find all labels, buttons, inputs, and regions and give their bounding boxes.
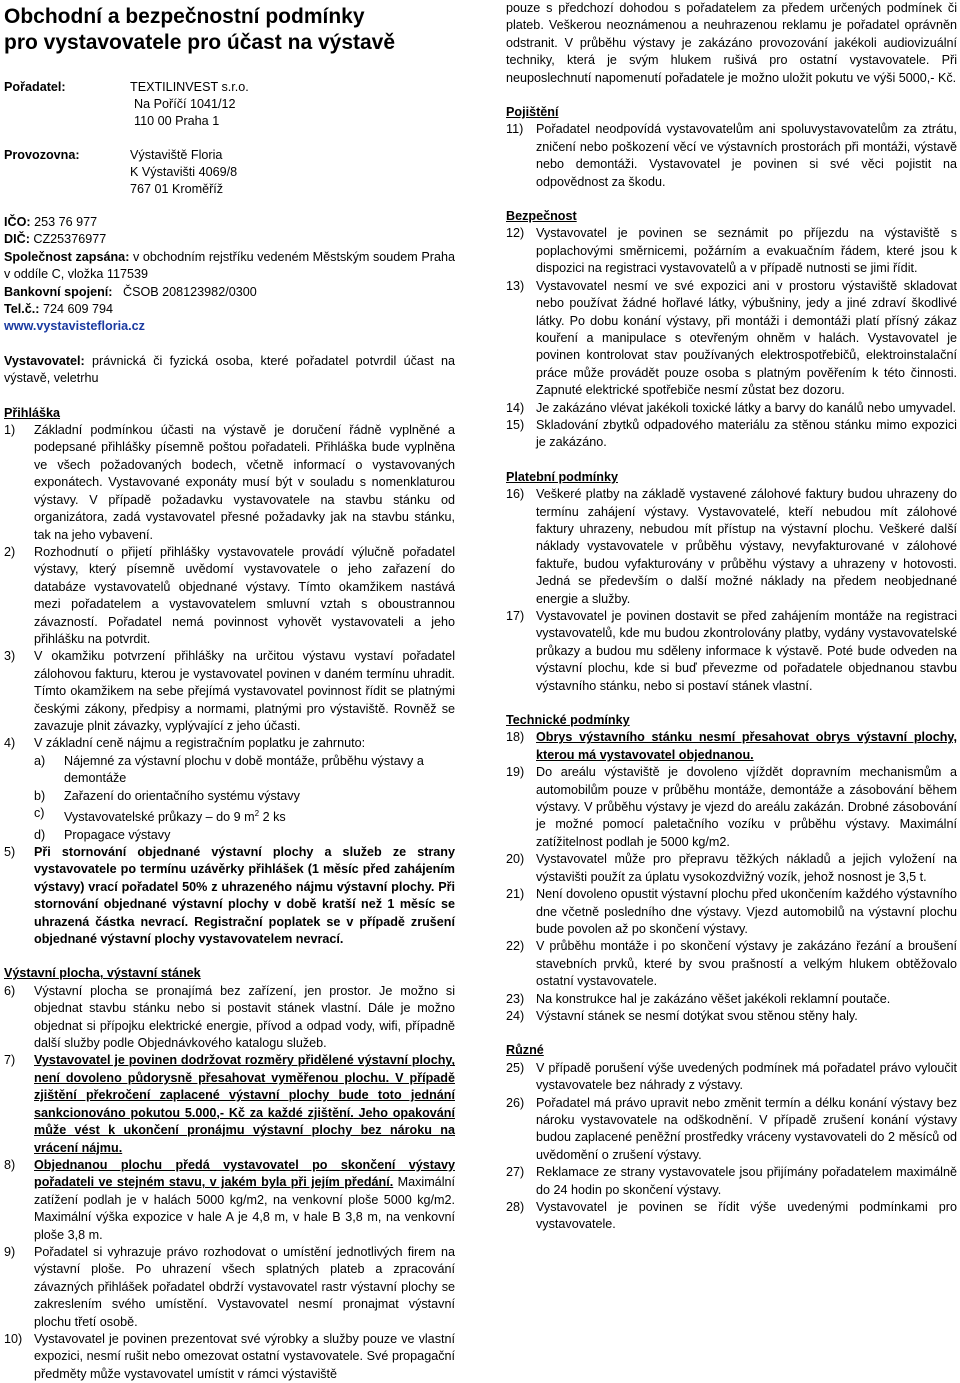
- term-text: Vystavovatel je povinen se řídit výše uvedenými podmínkami pro vystavovatele.: [536, 1200, 957, 1232]
- page-title: [4, 4, 455, 56]
- term-text: Na konstrukce hal je zakázáno věšet jakékoli reklamní poutače.: [536, 991, 891, 1006]
- term-number: 10): [4, 1331, 23, 1346]
- term-text: V případě porušení výše uvedených podmínek má pořadatel právo vyloučit vystavovatele bez náhrady z výstavy.: [536, 1060, 957, 1093]
- term-item: [4, 844, 455, 948]
- sub-item-letter: c): [34, 806, 45, 820]
- term-item: [506, 278, 957, 400]
- registration-value: v obchodním rejstříku vedeném Městským soudem Praha v oddíle C, vložka 117539: [4, 249, 455, 282]
- term-item: [506, 417, 957, 452]
- left-column: [4, 0, 455, 1383]
- sub-item-tail: 2 ks: [259, 810, 286, 825]
- term-item: [4, 422, 455, 544]
- term-text: Reklamace ze strany vystavovatele jsou přijímány pořadatelem maximálně do 24 hodin po skončení výstavy.: [536, 1165, 957, 1197]
- exhibitor-definition: [4, 353, 455, 388]
- term-item: [506, 1060, 957, 1095]
- term-text: Pořadatel má právo upravit nebo změnit termín a délku konání výstavy bez nároku vystavovatele na odškodnění. V případě zrušení konání výstavy budou zaplacené peněžní prostředky vráceny vystavovateli do 2 měsíců od uvědomění o zrušení výstavy.: [536, 1095, 957, 1162]
- term-text: V okamžiku potvrzení přihlášky na určitou výstavu vystaví pořadatel zálohovou fakturu, kterou je vystavovatel povinen v daném termínu uhradit. Tímto okamžikem na sebe přejímá vystavovatel povinnost řídit se platnými českými zákony, předpisy a normami, platnými pro výstaviště. Rovněž se zavazuje plnit závazky, vyplývající z jeho účasti.: [34, 649, 455, 733]
- operator-city: 767 01 Kroměříž: [130, 182, 224, 196]
- term-item: [4, 1244, 455, 1331]
- term-text: Výstavní stánek se nesmí dotýkat svou stěnou stěny haly.: [536, 1008, 858, 1023]
- organizer-city: 110 00 Praha 1: [134, 114, 220, 128]
- section-heading-pojisteni: Pojištění: [506, 105, 559, 120]
- exhibitor-value: právnická či fyzická osoba, které pořadatel potvrdil účast na výstavě, veletrhu: [4, 353, 455, 386]
- term-number: 1): [4, 423, 16, 438]
- term-item: [4, 735, 455, 752]
- term-number: 12): [506, 226, 525, 241]
- term-text: Vystavovatel nesmí ve své expozici ani v prostoru výstaviště skladovat nebo používat žádné hořlavé látky, výbušniny, jedy a jiné zdraví škodlivé látky. Po dobu konání výstavy, při montáži i demontáži platí přísný zákaz kouření a manipulace s otevřeným ohněm v halách. Vystavovatel je povinen kontrolovat stav používaných elektrospotřebičů, elektroinstalační práce může provádět pouze osoba s platným pověřením k této činnosti. Zapnuté elektrické spotřebiče nesmí zůstat bez dozoru.: [536, 278, 957, 398]
- section-heading-platby: Platební podmínky: [506, 469, 618, 484]
- term-text-emphasis: Vystavovatel je povinen dodržovat rozměry přidělené výstavní plochy, není dovoleno půdorysně přesahovat vyměřenou plochu.: [34, 1053, 455, 1085]
- term-number: 20): [506, 852, 525, 867]
- term-item: [506, 1095, 957, 1165]
- sub-item-text: Vystavovatelské průkazy – do 9 m: [64, 810, 255, 825]
- term-number: 7): [4, 1053, 16, 1068]
- operator-street: K Výstavišti 4069/8: [130, 165, 238, 179]
- sub-item-text: Propagace výstavy: [64, 827, 171, 842]
- sub-item-superscript: 2: [254, 809, 260, 818]
- term-item: [506, 886, 957, 938]
- term-item: [506, 938, 957, 990]
- term-item: [506, 400, 957, 417]
- sub-item-letter: a): [34, 753, 46, 768]
- term-text: Základní podmínkou účasti na výstavě je doručení řádně vyplněné a podepsané přihlášky písemně poštou pořadateli. Přihláška bude vyplněna ve všech požadovaných bodech, včetně informací o vystavovaných exponátech. Vystavované exponáty musí být v souladu s nomenklaturou výstavy. V případě požadavku vystavovatele na stavbu stánku od organizátora, zadá vystavovatel přesné požadavky jak na stavbu stánku, tak na jeho vybavení.: [34, 423, 455, 542]
- exhibitor-label: Vystavovatel:: [4, 353, 85, 368]
- section-heading-prihlaska: Přihláška: [4, 405, 61, 420]
- term-number: 19): [506, 765, 525, 780]
- term-text: Vystavovatel je povinen se seznámit po příjezdu na výstaviště s poplachovými směrnicemi, požárním a evakuačním řádem, které jsou k dispozici na registraci vystavovatelů a v případě nutnosti se jimi řídit.: [536, 226, 957, 276]
- term-item: [506, 121, 957, 191]
- sub-item-text: Zařazení do orientačního systému výstavy: [64, 788, 300, 803]
- term-number: 26): [506, 1095, 525, 1110]
- page-title-line1: Obchodní a bezpečnostní podmínky: [4, 5, 365, 28]
- section-heading-bezpecnost: Bezpečnost: [506, 209, 577, 224]
- bank-label: Bankovní spojení:: [4, 284, 113, 299]
- term-number: 4): [4, 736, 16, 751]
- term-number: 5): [4, 845, 16, 859]
- term-number: 13): [506, 278, 525, 293]
- ico-value: 253 76 977: [34, 215, 98, 229]
- term-item: [506, 991, 957, 1008]
- term-item: [4, 983, 455, 1053]
- page-title-line2: pro vystavovatele pro účast na výstavě: [4, 31, 396, 54]
- term-number: 22): [506, 939, 525, 954]
- term-item: [4, 1157, 455, 1244]
- term-item: [506, 486, 957, 608]
- term-text: Skladování zbytků odpadového materiálu za stěnou stánku mimo expozici je zakázáno.: [536, 417, 957, 450]
- operator-block: [4, 147, 455, 198]
- term-item: [506, 764, 957, 851]
- term-text: Je zakázáno vlévat jakékoli toxické látky a barvy do kanálů nebo umyvadel.: [536, 400, 957, 415]
- term-number: 11): [506, 122, 524, 137]
- ico-label: IČO:: [4, 215, 31, 229]
- term-number: 16): [506, 487, 525, 502]
- term-text: V základní ceně nájmu a registračním poplatku je zahrnuto:: [34, 736, 366, 751]
- term-number: 2): [4, 544, 16, 559]
- sub-item: [34, 753, 455, 788]
- term-text-emphasis: Obrys výstavního stánku nesmí přesahovat obrys výstavní plochy, kterou má vystavovatel objednanou.: [536, 730, 957, 762]
- website-link[interactable]: www.vystavistefloria.cz: [4, 319, 145, 334]
- organizer-street: Na Poříčí 1041/12: [134, 97, 236, 111]
- registration-label: Společnost zapsána:: [4, 249, 130, 264]
- term-number: 14): [506, 400, 525, 415]
- term-item: [4, 648, 455, 735]
- term-text: Vystavovatel je povinen prezentovat své výrobky a služby pouze ve vlastní expozici, nesmí rušit nebo omezovat ostatní vystavovatele. Své propagační předměty může vystavovatel umístit v rámci výstaviště: [34, 1331, 455, 1381]
- term-text: Pořadatel si vyhrazuje právo rozhodovat o umístění jednotlivých firem na výstavní ploše. Po uhrazení všech splatných plateb a zpracování závazných přihlášek pořadatel obdrží vystavovatel rastr výstavní plochy se zakreslením svého umístění. Vystavovatel nesmí pronajmat výstavní plochu třetí osobě.: [34, 1244, 455, 1329]
- term-item: [506, 851, 957, 886]
- term-number: 6): [4, 983, 16, 998]
- organizer-label: Pořadatel:: [4, 80, 66, 94]
- term-number: 17): [506, 609, 525, 623]
- term-number: 27): [506, 1165, 525, 1180]
- term-text: Maximální zatížení podlah je v halách 5000 kg/m2, na venkovní ploše 5000 kg/m2. Maximální výška expozice v hale A je 4,8 m, v hale B 3,8 m, na venkovní ploše 3,8 m.: [34, 1175, 455, 1242]
- tel-label: Tel.č.:: [4, 302, 40, 317]
- sub-item: [34, 827, 455, 844]
- term-text: Veškeré platby na základě vystavené zálohové faktury budou uhrazeny do termínu zahájení výstavy. Vystavovatelé, kteří nebudou mít zálohové faktury uhrazeny, nebudou mít přístup na výstavní plochu. Veškeré další náklady vystavovatele v průběhu výstavy, nevyfakturované v zálohové faktuře, budou vyfakturovány v průběhu výstavy a uhrazeny v hotovosti. Jedná se především o další možné náklady na předem neobjednané energie a služby.: [536, 487, 957, 606]
- term-number: 9): [4, 1244, 16, 1259]
- dic-value: CZ25376977: [33, 232, 107, 247]
- term-number: 18): [506, 730, 525, 745]
- tel-value: 724 609 794: [42, 302, 114, 317]
- section-heading-technicke: Technické podmínky: [506, 713, 630, 728]
- term-text-emphasis: V případě zjištění překročení zaplacené výstavní plochy bude toto jednání sankcionováno pokutou 5.000,- Kč za každé zjištění.: [34, 1070, 455, 1120]
- term-text: V průběhu montáže i po skončení výstavy je zakázáno řezání a broušení stavebních prvků, které by svou prašností a velkým hlukem obtěžovalo ostatní vystavovatele.: [536, 939, 957, 989]
- term-text: Vystavovatel je povinen dostavit se před zahájením montáže na registraci vystavovatelů, kde mu budou zkontrolovány platby, vydány vystavovatelské průkazy a budou mu sděleny informace k výstavě. Poté bude odveden na výstavní plochu, kde si buď převezme od pořadatele objednanou stavbu výstavního stánku, nebo si postaví stánek vlastní.: [536, 609, 957, 693]
- sub-item-text: Nájemné za výstavní plochu v době montáže, průběhu výstavy a demontáže: [64, 753, 424, 786]
- sub-item-letter: b): [34, 788, 46, 803]
- term-number: 25): [506, 1060, 525, 1075]
- term-number: 23): [506, 991, 525, 1006]
- term-text: Rozhodnutí o přijetí přihlášky vystavovatele provádí výlučně pořadatel výstavy, který písemně uvědomí vystavovatele o jeho zařazení do databáze vystavovatelů objednané výstavy. Tímto okamžikem nastává mezi pořadatelem a vystavovatelem smluvní vztah s oboustrannou závazností. Pořadatel nemá povinnost vyhovět vystavovateli a jeho přihlášku na potvrdit.: [34, 544, 455, 646]
- organizer-name: TEXTILINVEST s.r.o.: [130, 80, 249, 94]
- term-number: 8): [4, 1157, 16, 1172]
- term-item: [506, 608, 957, 695]
- sub-item: [34, 788, 455, 805]
- term-item: [4, 544, 455, 648]
- sub-item: [34, 805, 455, 827]
- sub-item-letter: d): [34, 827, 46, 842]
- section-heading-ruzne: Různé: [506, 1043, 544, 1058]
- organizer-block: [4, 79, 455, 130]
- dic-label: DIČ:: [4, 232, 30, 247]
- operator-label: Provozovna:: [4, 148, 80, 162]
- term-text: Není dovoleno opustit výstavní plochu před ukončením každého výstavního dne včetně posledního dne výstavy. Vjezd automobilů na výstavní plochu bude povolen až po skončení výstavy.: [536, 887, 957, 936]
- term-item: [506, 225, 957, 277]
- term-number: 21): [506, 887, 525, 902]
- term-item: [506, 1164, 957, 1199]
- term-number: 28): [506, 1200, 525, 1214]
- term-text-emphasis: Objednanou plochu předá vystavovatel po skončení výstavy pořadateli ve stejném stavu, v jakém byla při jejím předání.: [34, 1157, 455, 1190]
- continuation-paragraph: pouze s předchozí dohodou s pořadatelem za předem určených podmínek či plateb. Veškerou neoznámenou a neuhrazenou reklamu je pořadatel oprávněn odstranit. V průběhu výstavy je zakázáno provozování jakékoli audiovizuální techniky, která je svým hlukem rušivá pro ostatní vystavovatele. Při neuposlechnutí napomenutí pořadatele je možno uložit pokutu ve výši 5000,- Kč.: [506, 1, 957, 85]
- bank-value: ČSOB 208123982/0300: [122, 284, 257, 299]
- term-text: Do areálu výstaviště je dovoleno vjíždět dopravním mechanismům a automobilům pouze v průběhu montáže, demontáže a zásobování během výstavy. V průběhu výstavy je vjezd do areálu zakázán. Drobné zásobování je možné pomocí paletačního vozíku v průběhu výstavy. Maximální zatížitelnost podlah je 5000 kg/m2.: [536, 765, 957, 849]
- operator-name: Výstaviště Floria: [130, 148, 223, 162]
- right-column: [506, 0, 957, 1234]
- term-item: [506, 1199, 957, 1234]
- term-number: 24): [506, 1008, 525, 1023]
- term-text: Vystavovatel může pro přepravu těžkých nákladů a jejich vyložení na výstavišti použít za úplatu vysokozdvižný vozík, jehož nosnost je 3,5 t.: [536, 852, 957, 884]
- term-text-emphasis: Jeho opakování může vést k ukončení pronájmu výstavní plochy bez nároku na vrácení nájmu.: [34, 1105, 455, 1155]
- term-item: [4, 1052, 455, 1156]
- term-text: Pořadatel neodpovídá vystavovatelům ani spoluvystavovatelům za ztrátu, zničení nebo poškození věcí ve výstavních prostorách při montáži, výstavě nebo demontáži. Vystavovatel je povinen si své věci pojistit na odpovědnost za škodu.: [536, 122, 957, 189]
- company-info: [4, 214, 455, 336]
- term-item: [506, 1008, 957, 1025]
- term-number: 3): [4, 649, 16, 664]
- term-text: Při stornování objednané výstavní plochy a služeb ze strany vystavovatele po termínu uzávěrky přihlášek (1 měsíc před zahájením výstavy) vrací pořadatel 50% z uhrazeného nájmu výstavní plochy. Při stornování objednané výstavní plochy v době kratší než 1 měsíc se uhrazená částka nevrací. Registrační poplatek se v případě zrušení objednané výstavní plochy vystavovatelem nevrací.: [34, 845, 455, 947]
- term-item: [506, 729, 957, 764]
- term-number: 15): [506, 417, 525, 432]
- term-item: [4, 1331, 455, 1383]
- term-text: Výstavní plocha se pronajímá bez zařízení, jen prostor. Je možno si objednat stavbu stánku nebo si postavit stánek vlastní. Dále je možno objednat si přípojku elektrické energie, přívod a odpad vody, wifi, případně další služby podle Objednávkového katalogu služeb.: [34, 983, 455, 1051]
- section-heading-plocha: Výstavní plocha, výstavní stánek: [4, 966, 201, 981]
